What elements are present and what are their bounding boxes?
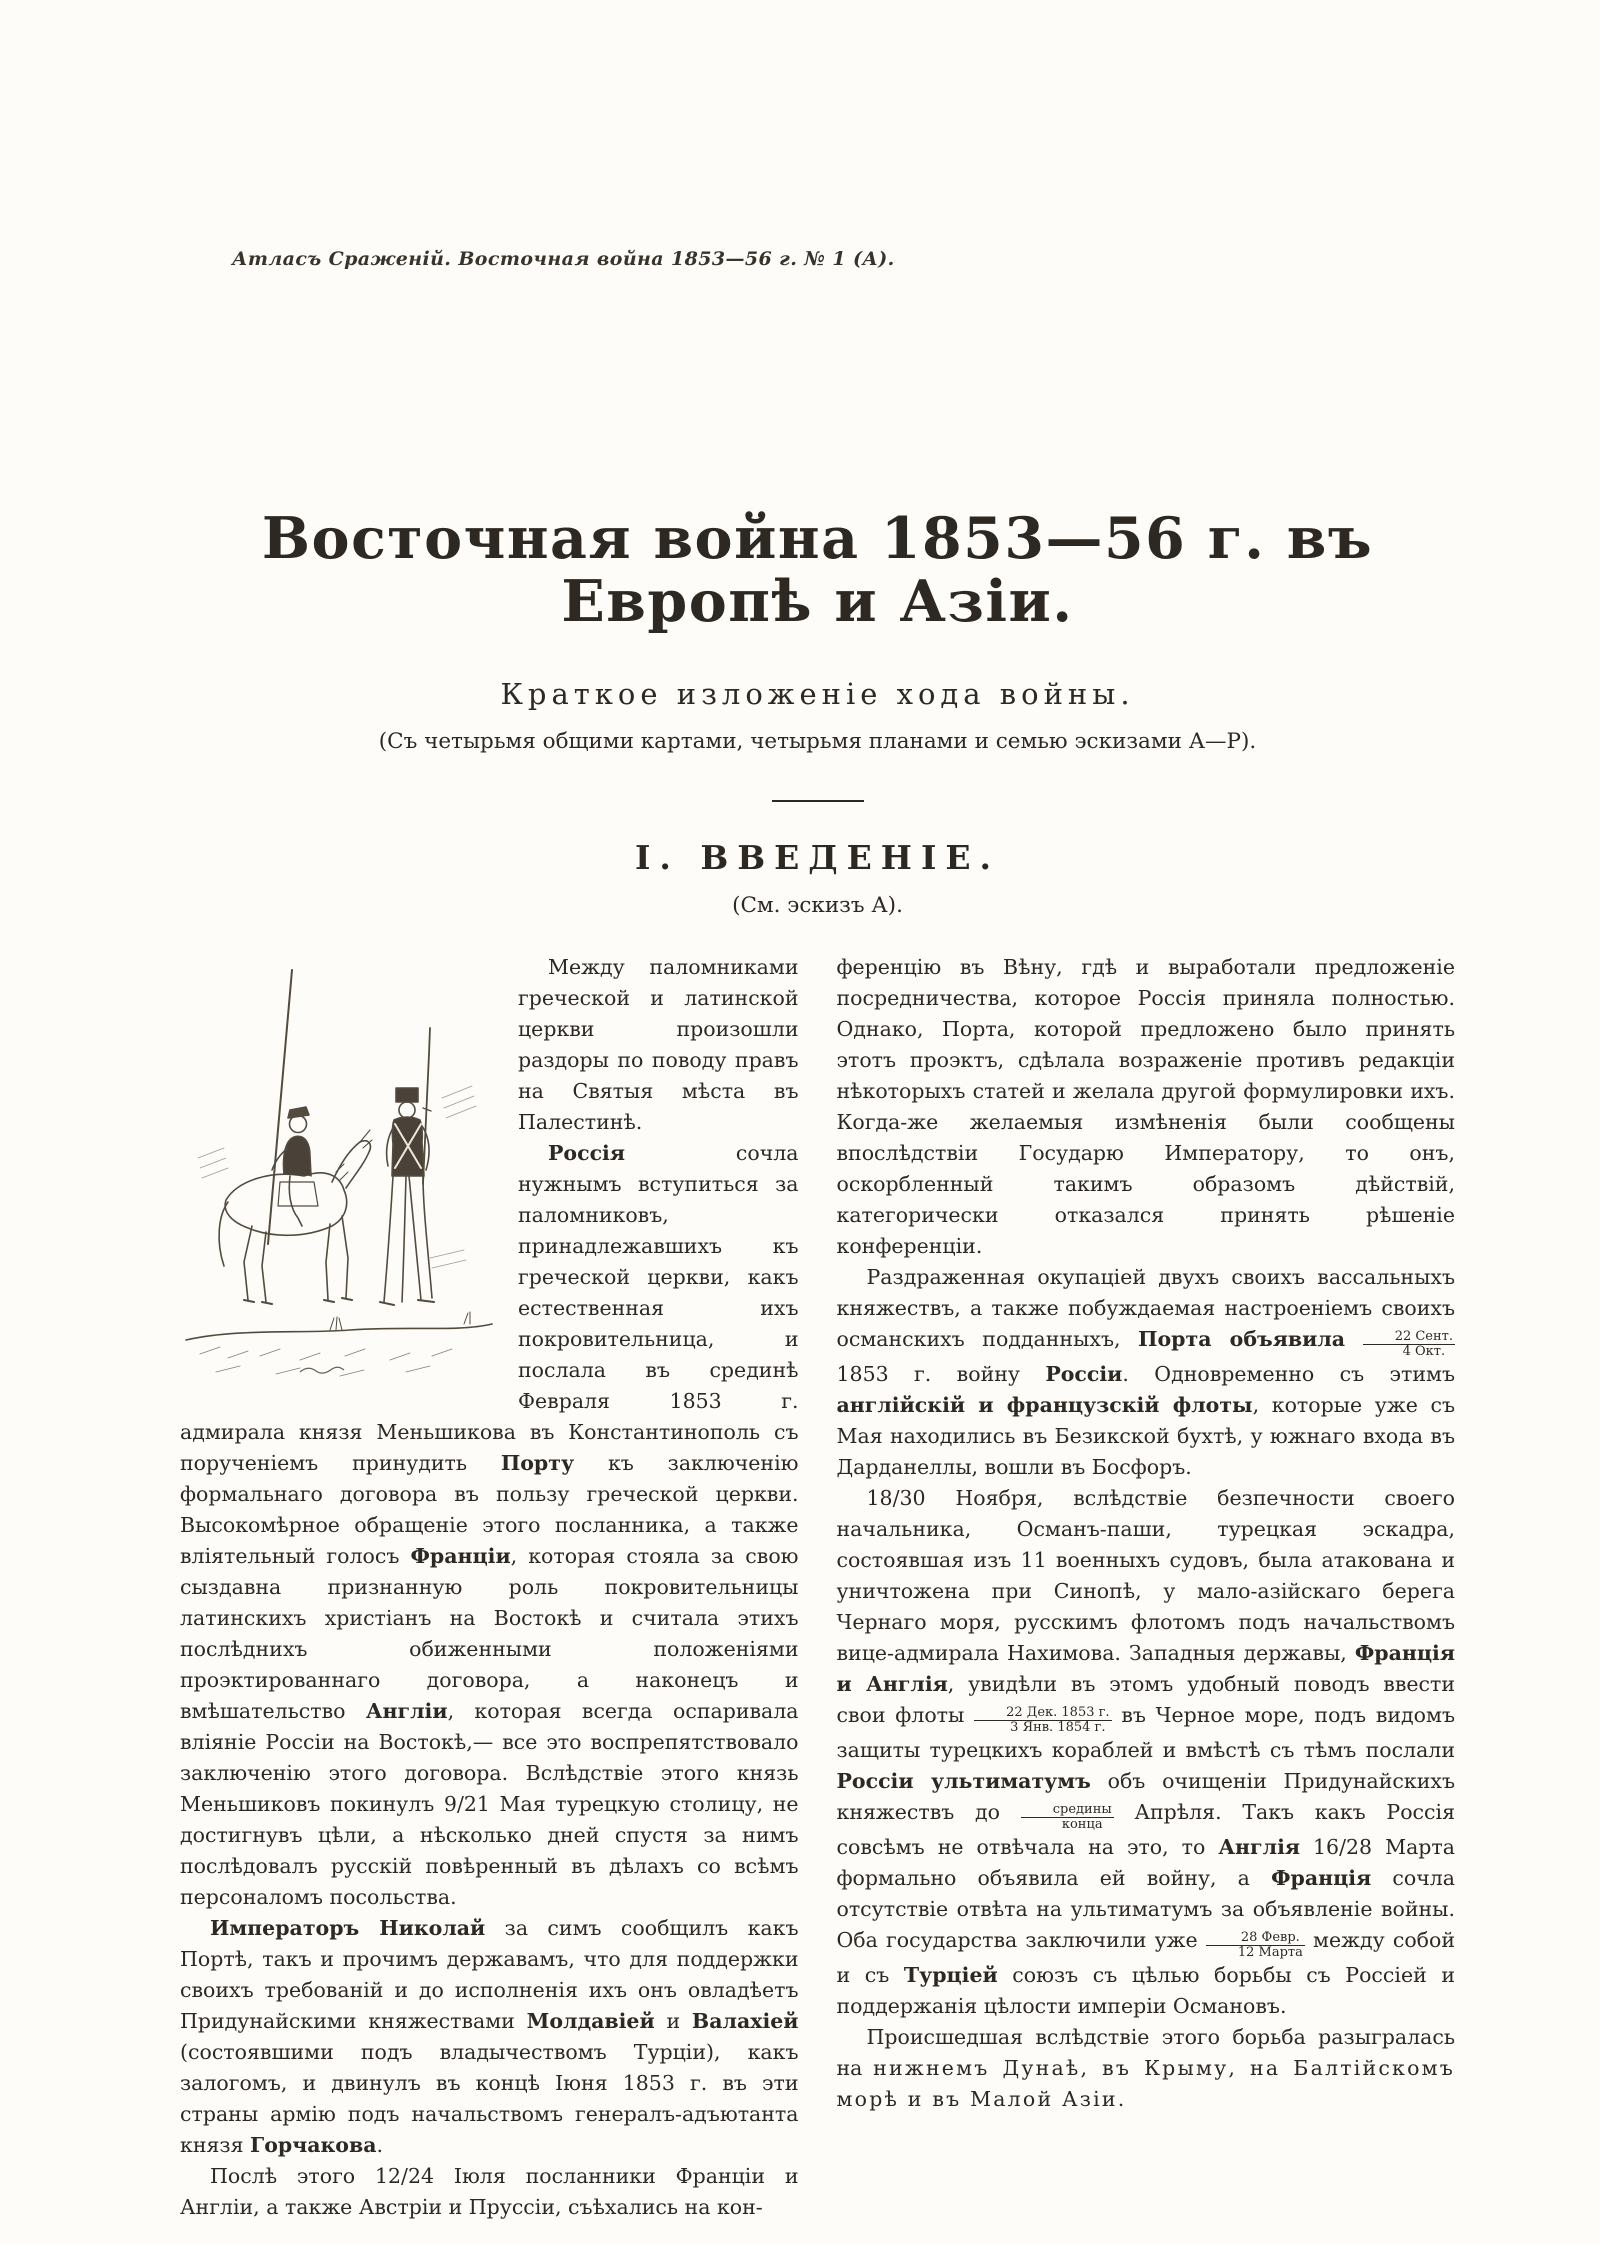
background-hatching — [198, 1086, 476, 1268]
paragraph — [180, 2161, 799, 2223]
body-text: 18/30 Ноября, вслѣдствіе безпечности своего начальника, Османъ-паши, турецкая эскадра, состоявшая изъ 11 военныхъ судовъ, была атакована и уничтожена при Синопѣ, у мало-азійскаго берега Чернаго моря, русскимъ флотомъ подъ начальствомъ вице-адмирала Нахимова. Западныя державы, — [836, 1486, 1455, 1666]
emphasized-text: Англіи — [365, 1699, 448, 1724]
emphasized-text: англійскій и французскій флоты — [836, 1393, 1253, 1418]
running-head: Атласъ Сраженій. Восточная война 1853—56 г. № 1 (А). — [232, 248, 895, 270]
emphasized-text: Франція и Англія — [836, 1641, 1455, 1697]
page-note: (Съ четырьмя общими картами, четырьмя планами и семью эскизами А—Р). — [378, 729, 1257, 755]
grass-tuft — [464, 1312, 470, 1324]
top-divider — [772, 800, 864, 802]
body-text: . — [376, 2133, 384, 2158]
emphasized-text: Молдавіей — [526, 2009, 655, 2034]
emphasized-text: Россіи ультиматумъ — [836, 1769, 1091, 1794]
right-column — [837, 952, 1456, 2223]
body-text: , которая всегда оспаривала вліяніе Россіи на Востокѣ,— все это воспрепятствовало заключенію этого договора. Вслѣдствіе этого князь Меньшиковъ покинулъ 9/21 Мая турецкую столицу, не достигнувъ цѣли, а нѣсколько дней спустя за нимъ послѣдовалъ русскій повѣренный въ дѣлахъ со всѣмъ персоналомъ посольства. — [180, 1699, 799, 1910]
engraving-graphic — [180, 958, 498, 1398]
body-text: , которые уже съ Мая находились въ Безикской бухтѣ, у южнаго входа въ Дарданеллы, вошли въ Босфоръ. — [836, 1393, 1455, 1480]
emphasized-text: Россія — [548, 1141, 625, 1166]
paragraph — [837, 952, 1456, 1262]
body-text: сочла нужнымъ вступиться за паломниковъ, принадлежавшихъ къ греческой церкви, какъ естественная ихъ покровительница, и послала въ срединѣ Февраля 1853 г. адмирала князя Меньшикова въ Константинополь съ порученіемъ принудить — [180, 1141, 799, 1476]
paragraph — [180, 1913, 799, 2161]
emphasized-text: Россіи — [1045, 1362, 1123, 1387]
body-text: , которая стояла за свою сыздавна признанную роль покровительницы латинскихъ христіанъ на Востокѣ и считала этихъ послѣднихъ обиженными положеніями проэктированнаго договора, а наконецъ и вмѣшательство — [180, 1544, 799, 1724]
emphasized-text: Франція — [1271, 1866, 1372, 1891]
page-subtitle: Краткое изложеніе хода войны. — [500, 677, 1135, 712]
stacked-date: $\frac{\text{22 Дек. 1853 г.}}{\text{3 Янв. 1854 г.}}$ — [974, 1706, 1112, 1735]
lance — [268, 970, 292, 1244]
emphasized-text: Англія — [1218, 1835, 1301, 1860]
body-text: нижнемъ Дунаѣ, въ Крыму, на Балтійскомъ морѣ и въ Малой Азіи. — [836, 2056, 1456, 2112]
paragraph — [837, 1483, 1456, 2022]
emphasized-text: Порту — [500, 1451, 575, 1476]
body-text: Послѣ этого 12/24 Іюля посланники Франціи и Англіи, а также Австріи и Пруссіи, съѣхались на кон- — [180, 2164, 799, 2220]
body-text: . Одновременно съ этимъ — [1122, 1362, 1455, 1387]
emphasized-text: Франціи — [410, 1544, 511, 1569]
left-column — [180, 952, 799, 2223]
ground-hatching — [200, 1347, 452, 1376]
body-text: ференцію въ Вѣну, гдѣ и выработали предложеніе посредничества, которое Россія приняла полностью. Однако, Порта, которой предложено было принять этотъ проэктъ, сдѣлала возраженіе противъ редакціи нѣкоторыхъ статей и желала другой формулировки ихъ. Когда-же желаемыя измѣненія были сообщены впослѣдствіи Государю Императору, то онъ, оскорбленный такимъ образомъ дѣйствій, категорически отказался принять рѣшеніе конференціи. — [836, 955, 1455, 1259]
page-title: Восточная война 1853—56 г. въ Европѣ и Азіи. — [261, 505, 1374, 635]
body-text: , увидѣли въ этомъ удобный поводъ ввести свои флоты — [836, 1672, 1455, 1728]
emphasized-text: Порта объявила — [1138, 1327, 1346, 1352]
body-text: къ заключенію формальнаго договора въ пользу греческой церкви. Высокомѣрное обращеніе этого посланника, а также вліятельный голосъ — [180, 1451, 799, 1569]
body-text: и — [654, 2009, 692, 2034]
body-text: Происшедшая вслѣдствіе этого борьба разыгралась на — [836, 2025, 1455, 2081]
emphasized-text: Турціей — [903, 1963, 998, 1988]
engraver-signature — [300, 1368, 344, 1374]
illustration-cossack-and-soldier — [180, 958, 498, 1398]
paragraph — [837, 1262, 1456, 1483]
body-text: за симъ сообщилъ какъ Портѣ, такъ и прочимъ державамъ, что для поддержки своихъ требованій и до исполненія ихъ онъ овладѣетъ Придунайскими княжествами — [180, 1916, 799, 2034]
body-text: 16/28 Марта формально объявила ей войну, а — [836, 1835, 1455, 1891]
emphasized-text: Валахіей — [691, 2009, 799, 2034]
body-text: Между паломниками греческой и латинской церкви произошли раздоры по поводу правъ на Святыя мѣста въ Палестинѣ. — [518, 955, 799, 1135]
paragraph — [837, 2022, 1456, 2115]
body-text: въ Черное море, подъ видомъ защиты турецкихъ кораблей и вмѣстѣ съ тѣмъ послали — [836, 1703, 1455, 1763]
ground-line — [186, 1324, 492, 1340]
body-text: (состоявшими подъ владычествомъ Турціи), какъ залогомъ, и двинулъ въ концѣ Іюня 1853 г. въ эти страны армію подъ начальствомъ генералъ-адъютанта князя — [180, 2040, 799, 2158]
two-column-text — [180, 952, 1455, 2223]
body-text — [1345, 1327, 1363, 1351]
body-text: сочла отсутствіе отвѣта на ультиматумъ за объявленіе войны. Оба государства заключили уже — [836, 1866, 1455, 1953]
section-note: (См. эскизъ А). — [732, 893, 903, 919]
body-text: Раздраженная окупаціей двухъ своихъ вассальныхъ княжествъ, а также побуждаемая настроеніемъ своихъ османскихъ подданныхъ, — [836, 1265, 1455, 1352]
standing-soldier — [380, 1028, 434, 1305]
grass-tuft — [330, 1317, 342, 1330]
section-heading: I. ВВЕДЕНІЕ. — [634, 838, 1001, 878]
stacked-date: $\frac{\text{22 Сент.}}{\text{4 Окт.}}$ — [1363, 1330, 1455, 1359]
body-text: объ очищеніи Придунайскихъ княжествъ до — [836, 1769, 1455, 1825]
emphasized-text: Горчакова — [250, 2133, 377, 2158]
body-text: между собой и съ — [836, 1928, 1456, 1988]
body-text: союзъ съ цѣлью борьбы съ Россіей и поддержанія цѣлости имперіи Османовъ. — [836, 1963, 1455, 2019]
body-text: Апрѣля. Такъ какъ Россія совсѣмъ не отвѣчала на это, то — [836, 1800, 1455, 1860]
stacked-date: $\frac{\text{28 Февр.}}{\text{12 Марта}}$ — [1206, 1931, 1305, 1960]
body-text: 1853 г. войну — [836, 1362, 1046, 1387]
emphasized-text: Императоръ Николай — [210, 1916, 486, 1941]
stacked-date: $\frac{\text{средины}}{\text{конца}}$ — [1021, 1803, 1114, 1832]
